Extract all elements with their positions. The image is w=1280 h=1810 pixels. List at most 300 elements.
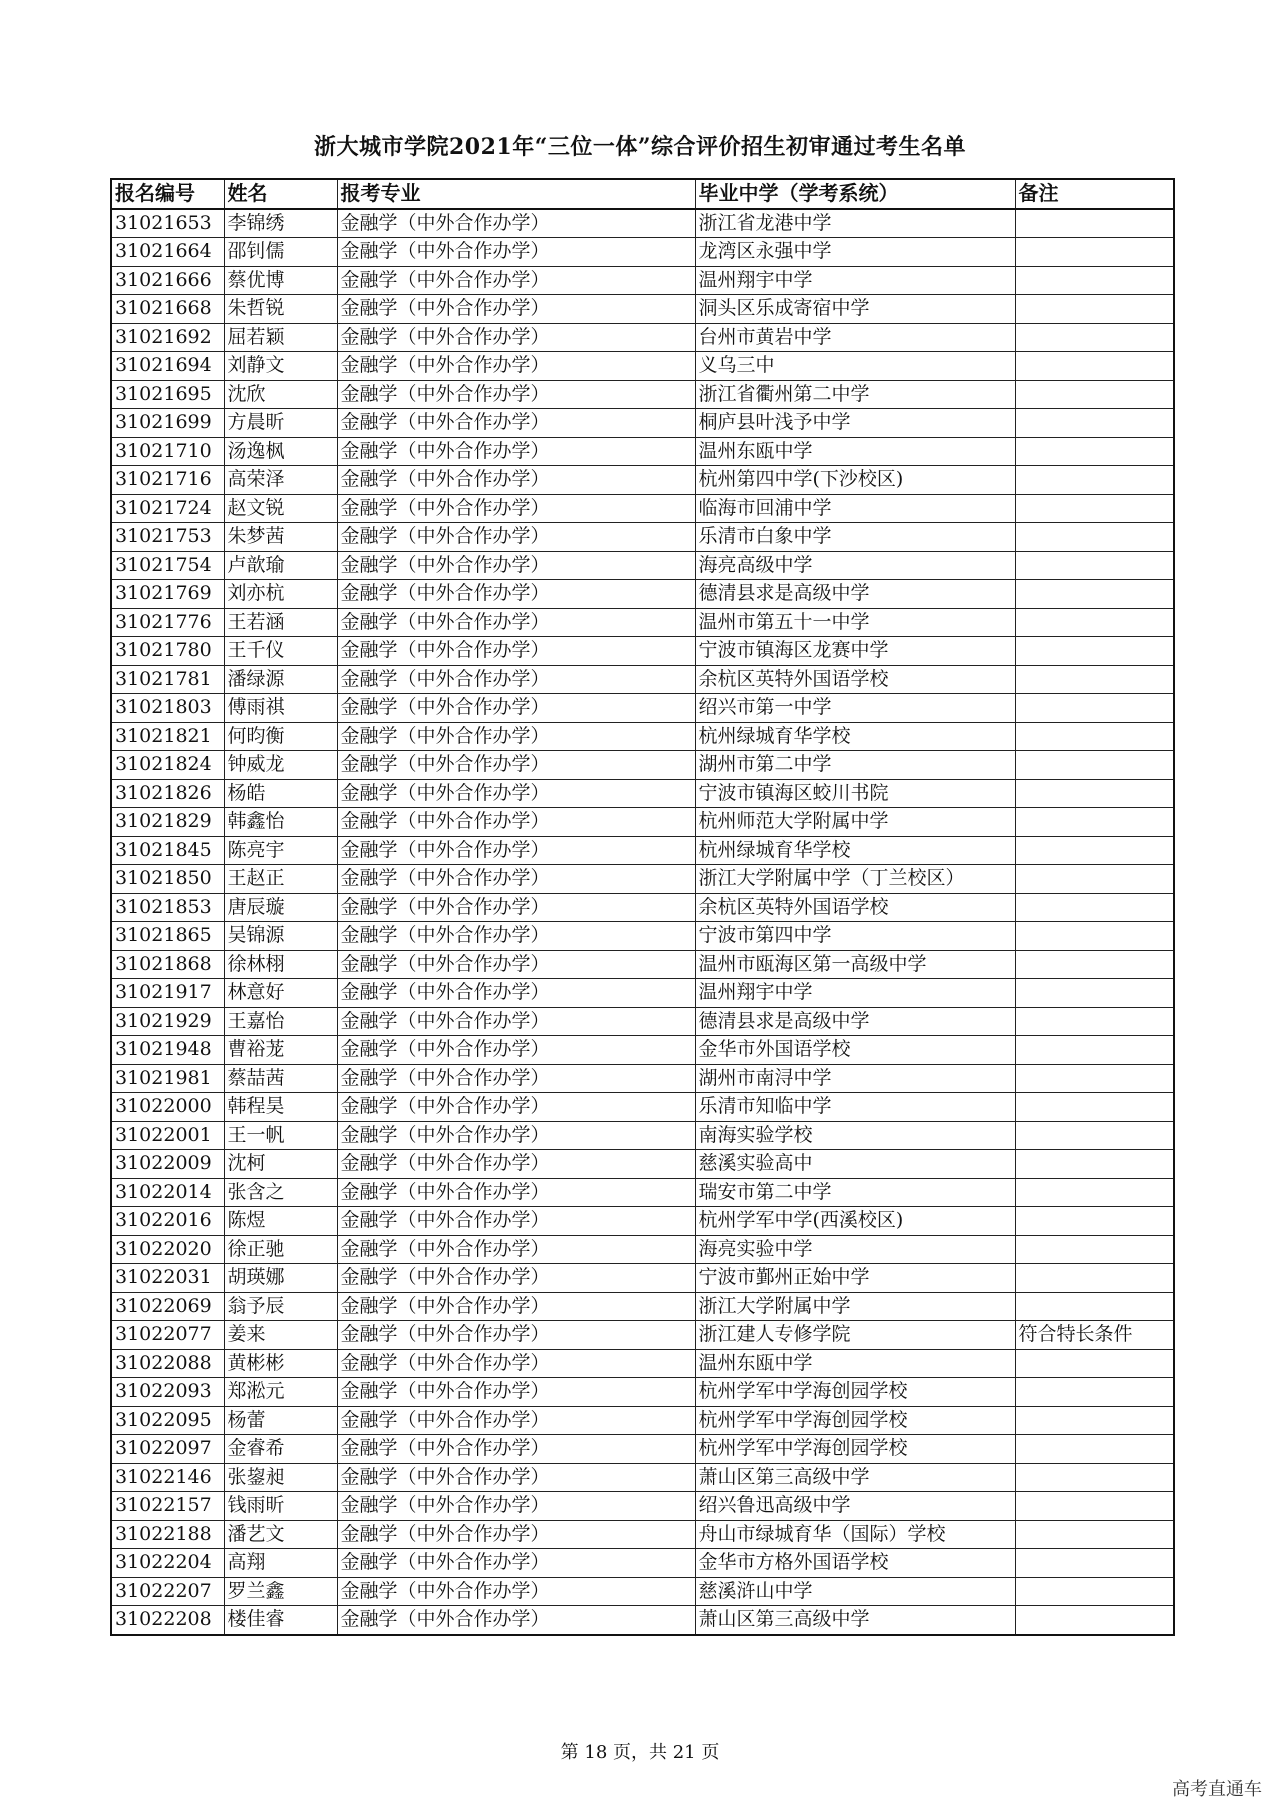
cell-remark [1015,266,1174,295]
table-row [111,494,1174,523]
cell-major: 金融学（中外合作办学） [337,722,695,751]
cell-school: 乐清市白象中学 [695,523,1015,552]
cell-remark [1015,409,1174,438]
cell-major: 金融学（中外合作办学） [337,523,695,552]
cell-name: 吴锦源 [224,922,337,951]
cell-id: 31021668 [111,295,224,324]
column-header-name: 姓名 [224,179,337,209]
table-row [111,722,1174,751]
table-row [111,1349,1174,1378]
cell-id: 31021664 [111,238,224,267]
cell-name: 杨蕾 [224,1406,337,1435]
cell-name: 姜来 [224,1321,337,1350]
table-row [111,295,1174,324]
column-header-school: 毕业中学（学考系统） [695,179,1015,209]
cell-school: 杭州师范大学附属中学 [695,808,1015,837]
table-row [111,1292,1174,1321]
cell-name: 沈欣 [224,380,337,409]
table-row [111,1093,1174,1122]
cell-remark [1015,722,1174,751]
cell-school: 宁波市镇海区蛟川书院 [695,779,1015,808]
cell-name: 楼佳睿 [224,1606,337,1635]
cell-remark [1015,779,1174,808]
cell-id: 31021781 [111,665,224,694]
cell-school: 南海实验学校 [695,1121,1015,1150]
cell-id: 31021948 [111,1036,224,1065]
cell-remark [1015,295,1174,324]
cell-major: 金融学（中外合作办学） [337,1435,695,1464]
page-number: 第 18 页，共 21 页 [560,1742,720,1763]
cell-name: 翁予辰 [224,1292,337,1321]
cell-name: 王一帆 [224,1121,337,1150]
cell-name: 王嘉怡 [224,1007,337,1036]
cell-remark [1015,1150,1174,1179]
cell-major: 金融学（中外合作办学） [337,1235,695,1264]
table-row [111,1606,1174,1635]
cell-remark [1015,608,1174,637]
table-row [111,409,1174,438]
cell-remark [1015,1435,1174,1464]
cell-name: 李锦绣 [224,209,337,238]
cell-major: 金融学（中外合作办学） [337,1036,695,1065]
cell-remark [1015,1520,1174,1549]
table-row [111,209,1174,238]
cell-name: 何昀衡 [224,722,337,751]
cell-remark [1015,1606,1174,1635]
cell-name: 王千仪 [224,637,337,666]
cell-id: 31021850 [111,865,224,894]
cell-major: 金融学（中外合作办学） [337,1264,695,1293]
cell-id: 31022095 [111,1406,224,1435]
cell-name: 韩程昊 [224,1093,337,1122]
column-header-major: 报考专业 [337,179,695,209]
cell-school: 湖州市第二中学 [695,751,1015,780]
cell-id: 31021695 [111,380,224,409]
cell-major: 金融学（中外合作办学） [337,1606,695,1635]
cell-school: 杭州学军中学海创园学校 [695,1435,1015,1464]
cell-remark [1015,865,1174,894]
cell-school: 洞头区乐成寄宿中学 [695,295,1015,324]
cell-name: 蔡优博 [224,266,337,295]
cell-school: 宁波市鄞州正始中学 [695,1264,1015,1293]
cell-major: 金融学（中外合作办学） [337,694,695,723]
table-row [111,266,1174,295]
cell-school: 宁波市镇海区龙赛中学 [695,637,1015,666]
cell-major: 金融学（中外合作办学） [337,808,695,837]
table-row [111,922,1174,951]
cell-remark [1015,1378,1174,1407]
cell-school: 浙江省龙港中学 [695,209,1015,238]
cell-id: 31021929 [111,1007,224,1036]
cell-school: 湖州市南浔中学 [695,1064,1015,1093]
cell-id: 31022000 [111,1093,224,1122]
cell-remark [1015,323,1174,352]
cell-name: 屈若颖 [224,323,337,352]
cell-school: 杭州学军中学海创园学校 [695,1378,1015,1407]
cell-id: 31021716 [111,466,224,495]
cell-remark [1015,1178,1174,1207]
cell-school: 慈溪浒山中学 [695,1577,1015,1606]
cell-major: 金融学（中外合作办学） [337,494,695,523]
cell-school: 余杭区英特外国语学校 [695,893,1015,922]
cell-name: 王若涵 [224,608,337,637]
table-row [111,694,1174,723]
cell-name: 金睿希 [224,1435,337,1464]
cell-remark [1015,1036,1174,1065]
table-header-row [111,179,1174,209]
cell-name: 胡瑛娜 [224,1264,337,1293]
cell-major: 金融学（中外合作办学） [337,1121,695,1150]
table-row [111,1264,1174,1293]
cell-remark [1015,694,1174,723]
cell-name: 卢歆瑜 [224,551,337,580]
cell-id: 31022208 [111,1606,224,1635]
cell-major: 金融学（中外合作办学） [337,1549,695,1578]
cell-major: 金融学（中外合作办学） [337,1492,695,1521]
cell-id: 31021753 [111,523,224,552]
cell-name: 张含之 [224,1178,337,1207]
cell-id: 31022157 [111,1492,224,1521]
cell-major: 金融学（中外合作办学） [337,1178,695,1207]
cell-id: 31021865 [111,922,224,951]
table-row [111,437,1174,466]
cell-school: 宁波市第四中学 [695,922,1015,951]
cell-major: 金融学（中外合作办学） [337,608,695,637]
cell-school: 杭州学军中学(西溪校区) [695,1207,1015,1236]
table-row [111,1064,1174,1093]
cell-remark [1015,836,1174,865]
cell-remark [1015,922,1174,951]
cell-id: 31022020 [111,1235,224,1264]
cell-major: 金融学（中外合作办学） [337,637,695,666]
cell-name: 汤逸枫 [224,437,337,466]
cell-school: 浙江大学附属中学（丁兰校区） [695,865,1015,894]
cell-major: 金融学（中外合作办学） [337,1349,695,1378]
cell-name: 方晨昕 [224,409,337,438]
cell-remark [1015,238,1174,267]
page-title: 浙大城市学院2021年“三位一体”综合评价招生初审通过考生名单 [313,134,967,160]
cell-major: 金融学（中外合作办学） [337,266,695,295]
cell-id: 31022097 [111,1435,224,1464]
table-row [111,637,1174,666]
cell-remark [1015,352,1174,381]
table-row [111,466,1174,495]
cell-remark [1015,380,1174,409]
cell-name: 朱哲锐 [224,295,337,324]
cell-id: 31022069 [111,1292,224,1321]
table-row [111,1178,1174,1207]
cell-major: 金融学（中外合作办学） [337,1577,695,1606]
cell-id: 31022204 [111,1549,224,1578]
table-row [111,779,1174,808]
table-row [111,608,1174,637]
cell-name: 沈柯 [224,1150,337,1179]
cell-id: 31022016 [111,1207,224,1236]
cell-major: 金融学（中外合作办学） [337,950,695,979]
cell-name: 潘绿源 [224,665,337,694]
cell-major: 金融学（中外合作办学） [337,1463,695,1492]
cell-major: 金融学（中外合作办学） [337,238,695,267]
cell-id: 31022188 [111,1520,224,1549]
table-row [111,1150,1174,1179]
table-row [111,238,1174,267]
cell-name: 陈亮宇 [224,836,337,865]
cell-id: 31022146 [111,1463,224,1492]
cell-major: 金融学（中外合作办学） [337,409,695,438]
cell-id: 31021724 [111,494,224,523]
cell-school: 温州翔宇中学 [695,979,1015,1008]
cell-name: 陈煜 [224,1207,337,1236]
cell-id: 31021754 [111,551,224,580]
cell-remark [1015,1264,1174,1293]
cell-school: 义乌三中 [695,352,1015,381]
cell-remark [1015,950,1174,979]
cell-id: 31021666 [111,266,224,295]
cell-id: 31022077 [111,1321,224,1350]
cell-remark [1015,494,1174,523]
cell-id: 31021853 [111,893,224,922]
cell-name: 高翔 [224,1549,337,1578]
cell-name: 韩鑫怡 [224,808,337,837]
cell-id: 31022093 [111,1378,224,1407]
cell-major: 金融学（中外合作办学） [337,1520,695,1549]
cell-remark [1015,523,1174,552]
cell-id: 31021803 [111,694,224,723]
cell-school: 温州市第五十一中学 [695,608,1015,637]
cell-name: 张鋆昶 [224,1463,337,1492]
cell-remark [1015,1549,1174,1578]
cell-id: 31021868 [111,950,224,979]
cell-school: 杭州绿城育华学校 [695,836,1015,865]
cell-id: 31021845 [111,836,224,865]
watermark-text: 高考直通车 [1172,1779,1262,1800]
cell-major: 金融学（中外合作办学） [337,893,695,922]
cell-name: 邵钊儒 [224,238,337,267]
cell-name: 郑淞元 [224,1378,337,1407]
column-header-id: 报名编号 [111,179,224,209]
cell-school: 浙江大学附属中学 [695,1292,1015,1321]
cell-remark [1015,1463,1174,1492]
table-row [111,580,1174,609]
cell-major: 金融学（中外合作办学） [337,779,695,808]
cell-school: 瑞安市第二中学 [695,1178,1015,1207]
cell-school: 慈溪实验高中 [695,1150,1015,1179]
cell-id: 31021981 [111,1064,224,1093]
cell-major: 金融学（中外合作办学） [337,979,695,1008]
cell-id: 31021694 [111,352,224,381]
cell-name: 钟威龙 [224,751,337,780]
cell-remark [1015,551,1174,580]
candidate-table [110,178,1175,1636]
cell-remark [1015,751,1174,780]
cell-school: 萧山区第三高级中学 [695,1606,1015,1635]
cell-name: 徐林栩 [224,950,337,979]
cell-school: 温州东瓯中学 [695,437,1015,466]
cell-school: 桐庐县叶浅予中学 [695,409,1015,438]
table-row [111,380,1174,409]
cell-id: 31021710 [111,437,224,466]
cell-major: 金融学（中外合作办学） [337,466,695,495]
cell-major: 金融学（中外合作办学） [337,1378,695,1407]
table-row [111,751,1174,780]
cell-school: 温州东瓯中学 [695,1349,1015,1378]
table-row [111,1549,1174,1578]
cell-school: 温州市瓯海区第一高级中学 [695,950,1015,979]
cell-major: 金融学（中外合作办学） [337,665,695,694]
cell-name: 朱梦茜 [224,523,337,552]
cell-remark [1015,1349,1174,1378]
table-row [111,836,1174,865]
cell-major: 金融学（中外合作办学） [337,380,695,409]
cell-school: 台州市黄岩中学 [695,323,1015,352]
table-row [111,1520,1174,1549]
cell-school: 海亮高级中学 [695,551,1015,580]
cell-name: 高荣泽 [224,466,337,495]
cell-remark [1015,979,1174,1008]
cell-remark [1015,1492,1174,1521]
cell-remark: 符合特长条件 [1015,1321,1174,1350]
cell-remark [1015,1406,1174,1435]
cell-id: 31021653 [111,209,224,238]
cell-name: 罗兰鑫 [224,1577,337,1606]
cell-major: 金融学（中外合作办学） [337,580,695,609]
table-row [111,665,1174,694]
cell-major: 金融学（中外合作办学） [337,865,695,894]
cell-major: 金融学（中外合作办学） [337,1007,695,1036]
cell-id: 31021699 [111,409,224,438]
cell-id: 31021824 [111,751,224,780]
cell-school: 杭州绿城育华学校 [695,722,1015,751]
cell-remark [1015,1207,1174,1236]
cell-school: 浙江建人专修学院 [695,1321,1015,1350]
cell-school: 绍兴市第一中学 [695,694,1015,723]
cell-major: 金融学（中外合作办学） [337,1321,695,1350]
cell-id: 31022031 [111,1264,224,1293]
table-row [111,1492,1174,1521]
cell-remark [1015,665,1174,694]
cell-remark [1015,1007,1174,1036]
cell-school: 金华市方格外国语学校 [695,1549,1015,1578]
cell-school: 海亮实验中学 [695,1235,1015,1264]
table-row [111,1378,1174,1407]
cell-remark [1015,466,1174,495]
cell-school: 龙湾区永强中学 [695,238,1015,267]
cell-major: 金融学（中外合作办学） [337,323,695,352]
cell-id: 31021917 [111,979,224,1008]
cell-major: 金融学（中外合作办学） [337,1150,695,1179]
table-row [111,1121,1174,1150]
cell-remark [1015,1064,1174,1093]
cell-major: 金融学（中外合作办学） [337,551,695,580]
cell-major: 金融学（中外合作办学） [337,1064,695,1093]
cell-major: 金融学（中外合作办学） [337,1207,695,1236]
table-row [111,1321,1174,1350]
table-body [111,209,1174,1635]
table-row [111,1435,1174,1464]
cell-major: 金融学（中外合作办学） [337,295,695,324]
cell-major: 金融学（中外合作办学） [337,922,695,951]
cell-school: 舟山市绿城育华（国际）学校 [695,1520,1015,1549]
cell-name: 潘艺文 [224,1520,337,1549]
table-row [111,1207,1174,1236]
cell-remark [1015,893,1174,922]
cell-remark [1015,637,1174,666]
table-row [111,1235,1174,1264]
cell-name: 刘亦杭 [224,580,337,609]
cell-school: 杭州第四中学(下沙校区) [695,466,1015,495]
cell-id: 31021821 [111,722,224,751]
table-row [111,1406,1174,1435]
cell-id: 31022088 [111,1349,224,1378]
cell-name: 刘静文 [224,352,337,381]
cell-name: 赵文锐 [224,494,337,523]
table-row [111,323,1174,352]
cell-school: 浙江省衢州第二中学 [695,380,1015,409]
cell-id: 31022207 [111,1577,224,1606]
cell-school: 临海市回浦中学 [695,494,1015,523]
table-row [111,523,1174,552]
cell-major: 金融学（中外合作办学） [337,1292,695,1321]
cell-remark [1015,580,1174,609]
cell-remark [1015,1093,1174,1122]
cell-name: 曹裕茏 [224,1036,337,1065]
cell-id: 31022001 [111,1121,224,1150]
cell-name: 蔡喆茜 [224,1064,337,1093]
cell-school: 余杭区英特外国语学校 [695,665,1015,694]
cell-id: 31021769 [111,580,224,609]
table-row [111,950,1174,979]
column-header-remark: 备注 [1015,179,1174,209]
cell-school: 萧山区第三高级中学 [695,1463,1015,1492]
cell-id: 31021826 [111,779,224,808]
cell-id: 31021829 [111,808,224,837]
cell-remark [1015,808,1174,837]
cell-major: 金融学（中外合作办学） [337,1093,695,1122]
table-row [111,1036,1174,1065]
cell-id: 31022009 [111,1150,224,1179]
cell-remark [1015,437,1174,466]
cell-name: 傅雨祺 [224,694,337,723]
table-row [111,893,1174,922]
cell-name: 徐正驰 [224,1235,337,1264]
cell-school: 绍兴鲁迅高级中学 [695,1492,1015,1521]
table-row [111,808,1174,837]
cell-major: 金融学（中外合作办学） [337,352,695,381]
cell-name: 唐辰璇 [224,893,337,922]
cell-remark [1015,1292,1174,1321]
cell-major: 金融学（中外合作办学） [337,1406,695,1435]
cell-major: 金融学（中外合作办学） [337,751,695,780]
cell-school: 金华市外国语学校 [695,1036,1015,1065]
cell-school: 温州翔宇中学 [695,266,1015,295]
cell-school: 杭州学军中学海创园学校 [695,1406,1015,1435]
cell-name: 钱雨昕 [224,1492,337,1521]
cell-school: 德清县求是高级中学 [695,1007,1015,1036]
table-row [111,551,1174,580]
cell-major: 金融学（中外合作办学） [337,437,695,466]
cell-id: 31021776 [111,608,224,637]
table-row [111,979,1174,1008]
table-row [111,1463,1174,1492]
cell-name: 林意好 [224,979,337,1008]
table-row [111,1577,1174,1606]
cell-name: 黄彬彬 [224,1349,337,1378]
cell-name: 王赵正 [224,865,337,894]
cell-school: 德清县求是高级中学 [695,580,1015,609]
cell-major: 金融学（中外合作办学） [337,836,695,865]
cell-id: 31021780 [111,637,224,666]
cell-id: 31022014 [111,1178,224,1207]
